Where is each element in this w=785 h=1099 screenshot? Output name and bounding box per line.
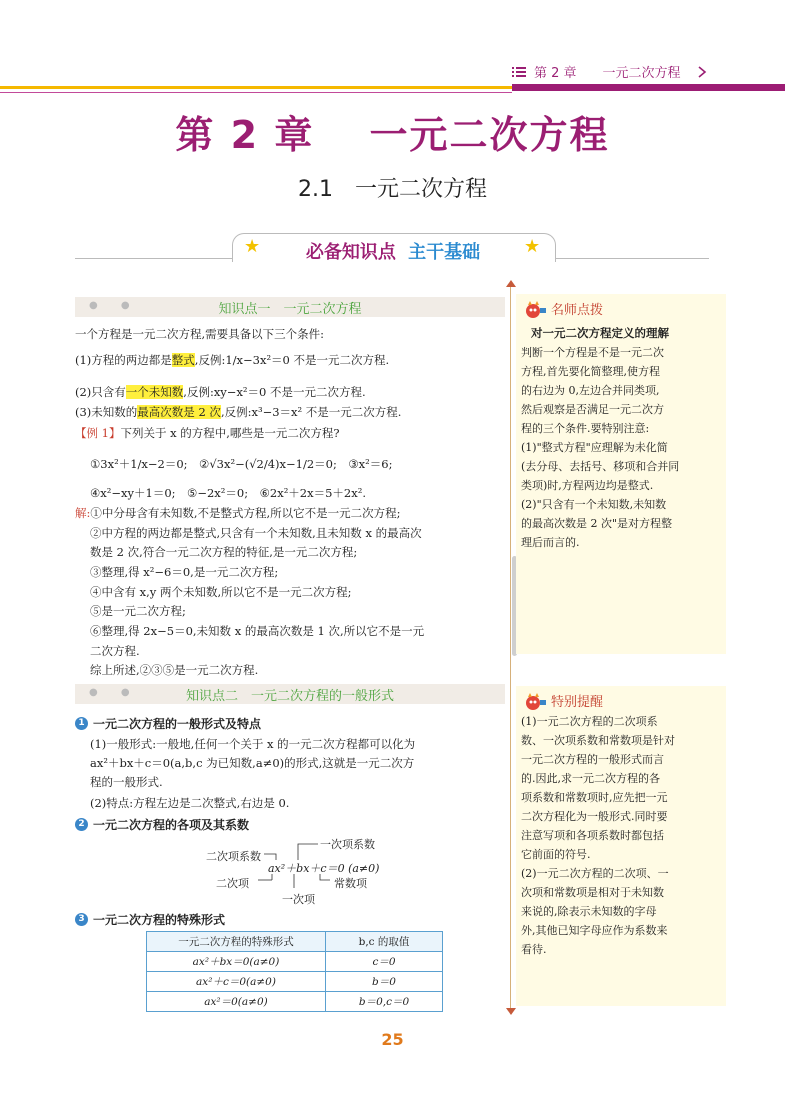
tip-teacher-subheading: 对一元二次方程定义的理解 — [531, 326, 669, 340]
label-constant-term: 常数项 — [334, 877, 367, 890]
label-quadratic-term: 二次项 — [216, 877, 249, 890]
kp2-paragraph: (2)特点:方程左边是二次整式,右边是 0. — [90, 796, 290, 810]
tip-line: 的最高次数是 2 次"是对方程整 — [521, 517, 673, 530]
kp2-paragraph: ax²＋bx＋c＝0(a,b,c 为已知数,a≠0)的形式,这就是一元二次方 — [90, 756, 415, 770]
tip-line: 的.因此,求一元二次方程的各 — [521, 772, 660, 785]
dots-decoration: ● ● — [89, 687, 140, 698]
text: (3)未知数的 — [75, 405, 138, 419]
dots-decoration: ● ● — [89, 300, 140, 311]
kp1-condition-3 — [75, 404, 401, 420]
table-cell: ax²＝0(a≠0) — [147, 992, 326, 1012]
kp2-header-bar — [75, 684, 505, 704]
solution-line: ②中方程的两边都是整式,只含有一个未知数,且未知数 x 的最高次 — [90, 526, 422, 540]
solution-line: 数是 2 次,符合一元二次方程的特征,是一元二次方程; — [90, 545, 358, 559]
tip-line: (2)一元二次方程的二次项、一 — [521, 867, 669, 880]
tip-line: 注意写项和各项系数时都包括 — [521, 829, 664, 842]
subheading-text: 一元二次方程的一般形式及特点 — [93, 717, 262, 731]
table-cell: ax²＋bx＝0(a≠0) — [147, 952, 326, 972]
page-number: 25 — [381, 1030, 404, 1049]
tip-line: 方程,首先要化简整理,使方程 — [521, 365, 660, 378]
tip-line: 一元二次方程的一般形式而言 — [521, 753, 664, 766]
table-header-row — [147, 932, 443, 952]
tip-line: 来说的,除表示未知数的字母 — [521, 905, 657, 918]
special-forms-table — [146, 931, 443, 1012]
tip-line: 数、一次项系数和常数项是针对 — [521, 734, 675, 747]
solution-conclusion: 综上所述,②③⑤是一元二次方程. — [90, 663, 259, 677]
tip-line: 看待. — [521, 943, 547, 956]
header-rule-purple — [512, 84, 785, 91]
number-badge-icon: 1 — [75, 717, 88, 730]
tip-reminder-heading: 特别提醒 — [551, 694, 604, 710]
solution-line: ③整理,得 x²−6＝0,是一元二次方程; — [90, 565, 279, 579]
tip-line: 外,其他已知字母应作为系数来 — [521, 924, 668, 937]
star-icon: ★ — [244, 236, 261, 257]
kp1-header-bar — [75, 297, 505, 317]
example-question: 下列关于 x 的方程中,哪些是一元二次方程? — [120, 426, 340, 440]
tip-line: 类项)时,方程两边均是整式. — [521, 479, 654, 492]
kp1-condition-2 — [75, 384, 366, 400]
kp2-subheading-3 — [75, 911, 225, 928]
text: ,反例:xy−x²＝0 不是一元二次方程. — [183, 385, 366, 399]
tip-reminder-header — [521, 692, 721, 712]
tip-line: 的右边为 0,左边合并同类项, — [521, 384, 660, 397]
number-badge-icon: 2 — [75, 818, 88, 831]
section-title: 2.1 一元二次方程 — [298, 177, 487, 202]
header-chapter: 第 2 章 — [534, 66, 577, 81]
tip-line: 理后而言的. — [521, 536, 580, 549]
star-icon: ★ — [524, 236, 541, 257]
tip-line: (去分母、去括号、移项和合并同 — [521, 460, 680, 473]
text: ,反例:1/x−3x²＝0 不是一元二次方程. — [194, 353, 390, 367]
general-formula: ax²＋bx＋c＝0 (a≠0) — [268, 862, 380, 875]
subheading-text: 一元二次方程的特殊形式 — [93, 913, 226, 927]
tip-teacher-content — [521, 300, 721, 552]
text: (1)方程的两边都是 — [75, 353, 172, 367]
subheading-text: 一元二次方程的各项及其系数 — [93, 818, 250, 832]
highlight-term: 整式 — [171, 353, 195, 367]
example-options-row1: ①3x²＋1/x−2＝0; ②√3x²−(√2/4)x−1/2＝0; ③x²＝6; — [90, 457, 393, 471]
chapter-title: 第 2 章 一元二次方程 — [175, 113, 610, 157]
menu-list-icon[interactable] — [512, 66, 526, 78]
chevron-right-icon[interactable] — [697, 66, 707, 78]
table-header-cell: 一元二次方程的特殊形式 — [147, 932, 326, 952]
solution-label: 解: — [75, 506, 91, 520]
label-quadratic-coefficient: 二次项系数 — [206, 850, 261, 863]
number-badge-icon: 3 — [75, 913, 88, 926]
kp1-condition-1 — [75, 352, 389, 368]
diagram-connector-lines — [250, 840, 330, 895]
table-row — [147, 972, 443, 992]
label-linear-coefficient: 一次项系数 — [320, 838, 375, 851]
tip-line: 项系数和常数项时,应先把一元 — [521, 791, 668, 804]
triangle-up-icon — [506, 280, 516, 287]
example-options-row2: ④x²−xy＋1＝0; ⑤−2x²＝0; ⑥2x²＋2x＝5＋2x². — [90, 486, 366, 500]
banner-part2: 主干基础 — [408, 242, 481, 263]
tip-line: (1)"整式方程"应理解为未化简 — [521, 441, 668, 454]
example-1 — [75, 425, 340, 441]
tip-teacher-header — [521, 300, 721, 320]
kp2-paragraph: (1)一般形式:一般地,任何一个关于 x 的一元二次方程都可以化为 — [90, 737, 416, 751]
kp2-title: 知识点二 一元二次方程的一般形式 — [185, 689, 394, 704]
banner-title — [232, 238, 554, 264]
highlight-term: 最高次数是 2 次 — [137, 405, 221, 419]
label-linear-term: 一次项 — [282, 893, 315, 906]
solution-line — [75, 505, 401, 521]
kp1-intro: 一个方程是一元二次方程,需要具备以下三个条件: — [75, 327, 325, 341]
tip-line: (2)"只含有一个未知数,未知数 — [521, 498, 667, 511]
text: (2)只含有 — [75, 385, 126, 399]
solution-line: ⑤是一元二次方程; — [90, 604, 186, 618]
mascot-icon — [521, 692, 547, 712]
header-title: 一元二次方程 — [602, 66, 681, 81]
table-cell: c＝0 — [326, 952, 443, 972]
table-row — [147, 992, 443, 1012]
kp1-title: 知识点一 一元二次方程 — [218, 302, 362, 317]
kp2-paragraph: 程的一般形式. — [90, 775, 163, 789]
table-cell: b＝0 — [326, 972, 443, 992]
tip-line: (1)一元二次方程的二次项系 — [521, 715, 658, 728]
example-label: 【例 1】 — [75, 426, 121, 440]
table-cell: ax²＋c＝0(a≠0) — [147, 972, 326, 992]
solution-line: ⑥整理,得 2x−5＝0,未知数 x 的最高次数是 1 次,所以它不是一元 — [90, 624, 425, 638]
solution-text: ①中分母含有未知数,不是整式方程,所以它不是一元二次方程; — [90, 506, 401, 520]
solution-line: ④中含有 x,y 两个未知数,所以它不是一元二次方程; — [90, 585, 352, 599]
tip-reminder-content — [521, 692, 721, 959]
text: ,反例:x³−3＝x² 不是一元二次方程. — [220, 405, 402, 419]
banner-part1: 必备知识点 — [305, 242, 396, 263]
sidebar-divider — [510, 285, 511, 1010]
table-cell: b＝0,c＝0 — [326, 992, 443, 1012]
tip-line: 判断一个方程是不是一元二次 — [521, 346, 664, 359]
running-header — [512, 62, 707, 81]
tip-teacher-heading: 名师点拨 — [551, 302, 604, 318]
tip-line: 二次方程化为一般形式.同时要 — [521, 810, 668, 823]
kp2-subheading-2 — [75, 816, 249, 833]
solution-line: 二次方程. — [90, 644, 140, 658]
mascot-icon — [521, 300, 547, 320]
table-row — [147, 952, 443, 972]
tip-line: 次项和常数项是相对于未知数 — [521, 886, 664, 899]
highlight-term: 一个未知数 — [125, 385, 184, 399]
triangle-down-icon — [506, 1008, 516, 1015]
table-header-cell: b,c 的取值 — [326, 932, 443, 952]
header-rule-thin — [0, 92, 512, 93]
kp2-subheading-1 — [75, 715, 261, 732]
tip-line: 然后观察是否满足一元二次方 — [521, 403, 664, 416]
tip-line: 它前面的符号. — [521, 848, 591, 861]
tip-line: 程的三个条件.要特别注意: — [521, 422, 650, 435]
